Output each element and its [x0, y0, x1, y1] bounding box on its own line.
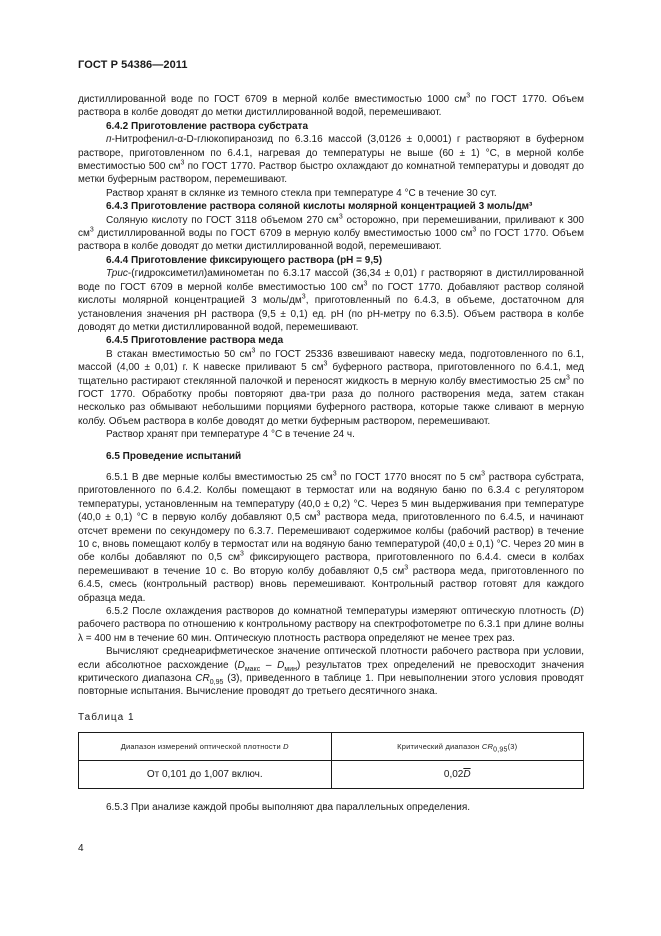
section-number: 6.4.3 — [106, 201, 129, 213]
page-number: 4 — [78, 843, 84, 854]
section-title: Приготовление фиксирующего раствора (рН = 9,5) — [128, 254, 383, 266]
section-title: Приготовление раствора соляной кислоты молярной концентрацией 3 моль/дм³ — [128, 201, 533, 213]
section-number: 6.4.5 — [106, 335, 129, 347]
paragraphs — [78, 93, 584, 699]
paragraph: дистиллированной воде по ГОСТ 6709 в мерной колбе вместимостью 1000 $см^3$ по ГОСТ 1770. Объем раствора в колбе доводят до метки дистиллированной водой, перемешивают. — [78, 92, 585, 119]
table-1 — [78, 732, 584, 789]
paragraph: Соляную кислоту по ГОСТ 3118 объемом 270 $см^3$ осторожно, при перемешивании, приливают к 300 $см^3$ дистиллированной воды по ГОСТ 6709 в мерную колбу вместимостью 1000 $см^3$ по ГОСТ 1770. Объем раствора в колбе доводят до метки дистиллированной водой, перемешивают. — [78, 213, 584, 253]
section-heading — [78, 254, 584, 267]
section-title: Приготовление раствора меда — [128, 335, 284, 347]
paragraph: В стакан вместимостью 50 $см^3$ по ГОСТ 25336 взвешивают навеску меда, подготовленного по 6.1, массой (4,00 ± 0,01) г. К навеске приливают 5 $см^3$ буферного раствора, приготовленного по 6.4.1, мед тщательно растирают стеклянной палочкой и переносят жидкость в мерную колбу вместимостью 25 $см^3$ по ГОСТ 1770. Обработку пробы повторяют два-три раза до полного растворения меда, затем стакан несколько раз обмывают небольшими порциями буферного раствора, которые также сливают в мерную колбу. Объем раствора в колбе доводят до метки буферным раствором, перемешивают. — [78, 347, 584, 427]
section-heading — [78, 450, 584, 463]
document-body — [78, 93, 584, 815]
section-heading — [78, 334, 584, 347]
paragraph: п-Нитрофенил-α-D-глюкопиранозид по 6.3.16 массой (3,0126 ± 0,0001) г растворяют в буферном растворе, приготовленном по 6.4.1, нагревая до температуры не выше (60 ± 1) °С, в мерной колбе вместимостью 500 $см^3$ по ГОСТ 1770. Раствор быстро охлаждают до комнатной температуры и доводят до метки буферным раствором, перемешивают. — [78, 134, 584, 186]
table-header-row — [79, 733, 584, 761]
document-header: ГОСТ Р 54386—2011 — [78, 59, 188, 71]
paragraph: Вычисляют среднеарифметическое значение оптической плотности рабочего раствора при условии, если абсолютное расхождение $(D_{макс} - D_{мин})$ результатов трех определений не превосходит значения критического диапазона $CR_{0,95}$ (3), приведенного в таблице 1. При невыполнении этого условия проводят повторные испытания. Вычисление проводят до третьего десятичного знака. — [78, 646, 584, 698]
table-cell-value: $0,02\overline{D}$ — [331, 761, 584, 789]
paragraph: 6.5.2 После охлаждения растворов до комнатной температуры измеряют оптическую плотность (D) рабочего раствора по отношению к контрольному раствору на спектрофотометре по 6.3.1 при длине волны λ = 400 нм в течение 60 мин. Оптическую плотность раствора определяют не менее трех раз. — [78, 606, 584, 644]
section-title: Приготовление раствора субстрата — [128, 120, 309, 132]
table-row — [79, 761, 584, 789]
paragraph: Раствор хранят в склянке из темного стекла при температуре 4 °С в течение 30 сут. — [106, 187, 497, 199]
section-number: 6.5 — [106, 450, 120, 462]
section-number: 6.4.4 — [106, 254, 129, 266]
section-heading — [78, 200, 584, 213]
table-cell-range: От 0,101 до 1,007 включ. — [79, 761, 332, 789]
section-title: Проведение испытаний — [119, 450, 242, 462]
table-title: Таблица 1 — [78, 711, 135, 723]
table-col2-header: Критический диапазон $CR_{0,95}(3)$ — [331, 733, 584, 761]
paragraph-6-5-3: 6.5.3 При анализе каждой пробы выполняют два параллельных определения. — [106, 802, 471, 814]
paragraph: Раствор хранят при температуре 4 °С в течение 24 ч. — [106, 429, 355, 441]
section-number: 6.4.2 — [106, 120, 129, 132]
paragraph: 6.5.1 В две мерные колбы вместимостью 25 $см^3$ по ГОСТ 1770 вносят по 5 $см^3$ раствора субстрата, приготовленного по 6.4.2. Колбы помещают в термостат или на водяную баню по 6.3.4 с регулятором температуры, установленным на температуру (40,0 ± 0,2) °С. Через 5 мин выдерживания при температуре (40,0 ± 0,1) °С в первую колбу добавляют 0,5 $см^3$ раствора меда, приготовленного по 6.4.5, и начинают отсчет времени по секундомеру по 6.3.7. Перемешивают содержимое колбы (рабочий раствор) в течение 10 с, вновь помещают колбу в термостат или на водяную баню температурой (40,0 ± 0,1) °С. Через 20 мин в обе колбы добавляют по 0,5 $см^3$ фиксирующего раствора, приготовленного по 6.4.4. смеси в колбах перемешивают в течение 10 с. Во вторую колбу добавляют 0,5 $см^3$ раствора меда, приготовленного по 6.4.5, смесь (контрольный раствор) вновь перемешивают. Контрольный раствор готовят для каждого образца меда. — [78, 470, 584, 604]
paragraph: Трис-(гидроксиметил)аминометан по 6.3.17 массой (36,34 ± 0,01) г растворяют в дистиллированной воде по ГОСТ 6709 в мерной колбе вместимостью 100 $см^3$ по ГОСТ 1770. Добавляют раствор соляной кислоты молярной концентрацией 3 моль/$дм^3$, приготовленный по 6.4.3, в объеме, достаточном для установления значения рН раствора (9,5 ± 0,1) ед. рН (по рН-метру по 6.3.5). Объем раствора в колбе доводят до метки дистиллированной водой, перемешивают. — [78, 268, 584, 333]
table-col1-header: Диапазон измерений оптической плотности D — [79, 733, 332, 761]
section-heading — [78, 120, 584, 133]
